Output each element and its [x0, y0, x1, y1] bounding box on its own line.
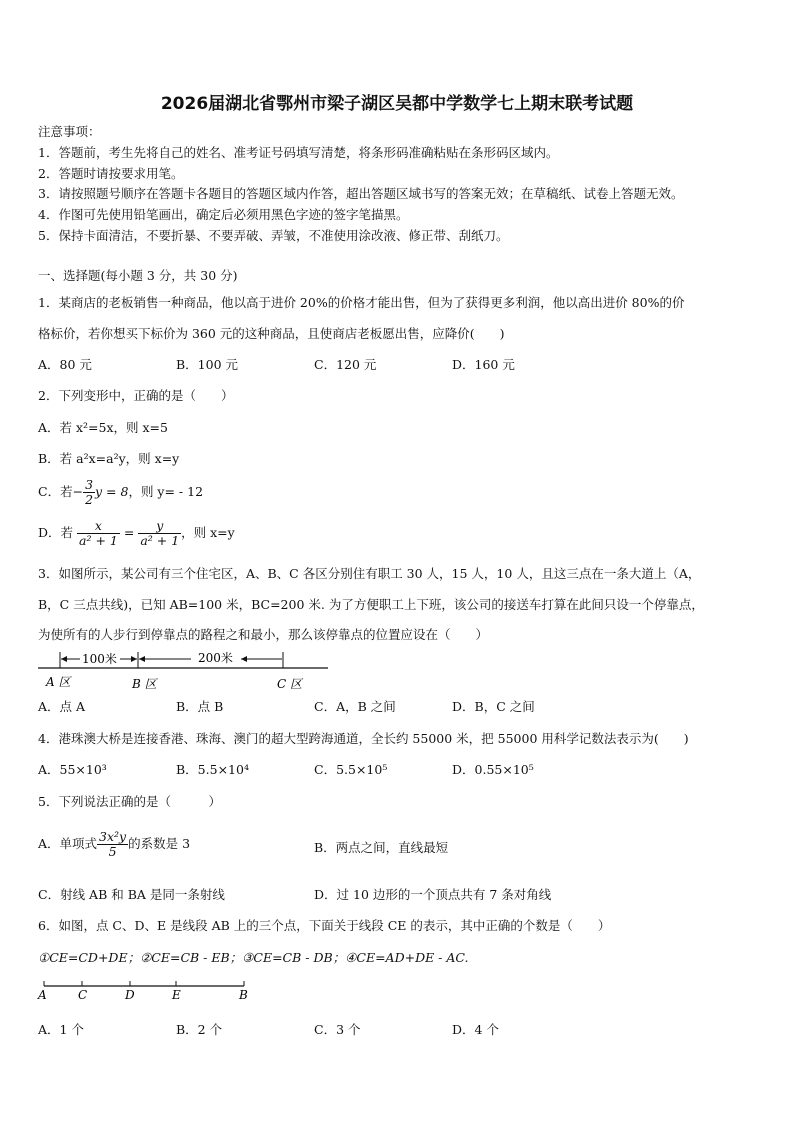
q1-option-c: C．120 元: [314, 357, 377, 372]
zone-b-label: B 区: [132, 677, 157, 691]
q2-c-suffix: ，则 y= - 12: [128, 484, 204, 499]
q1-stem-line2: 格标价，若你想买下标价为 360 元的这种商品，且使商店老板愿出售，应降价( ): [38, 326, 505, 341]
q5-a-numerator: 3x²y: [99, 829, 127, 844]
q5-option-d: D．过 10 边形的一个顶点共有 7 条对角线: [314, 887, 552, 902]
q4-option-d: D．0.55×10⁵: [452, 762, 534, 777]
q3-stem-line1: 3．如图所示，某公司有三个住宅区，A、B、C 各区分别住有职工 30 人，15 人，10 人，且这三点在一条大道上（A，: [38, 566, 701, 581]
q2-d-equals: =: [123, 525, 135, 540]
q3-stem-line3: 为使所有的人步行到停靠点的路程之和最小，那么该停靠点的位置应设在（ ）: [38, 627, 489, 642]
q1-stem-line1: 1．某商店的老板销售一种商品，他以高于进价 20%的价格才能出售，但为了获得更多利润，他以高出进价 80%的价: [38, 295, 685, 310]
notice-item: 2．答题时请按要求用笔。: [38, 166, 184, 181]
q4-option-c: C．5.5×10⁵: [314, 762, 388, 777]
q2-option-d: [38, 515, 235, 551]
q2-d-suffix: ，则 x=y: [181, 525, 235, 540]
q6-segment-diagram: [36, 978, 256, 1006]
q5-stem: 5．下列说法正确的是（ ）: [38, 794, 221, 809]
notice-item: 1．答题前，考生先将自己的姓名、准考证号码填写清楚，将条形码准确粘贴在条形码区域内。: [38, 145, 559, 160]
q2-d-prefix: D．若: [38, 525, 74, 540]
q2-option-a: A．若 x²=5x，则 x=5: [38, 420, 168, 435]
q4-option-a: A．55×10³: [38, 762, 107, 777]
q3-option-d: D．B，C 之间: [452, 699, 535, 714]
zone-a-label: A 区: [46, 675, 71, 689]
q6-option-c: C．3 个: [314, 1022, 361, 1037]
q2-option-b: B．若 a²x=a²y，则 x=y: [38, 451, 180, 466]
q2-c-fraction: [83, 478, 95, 507]
q4-stem: 4．港珠澳大桥是连接香港、珠海、澳门的超大型跨海通道，全长约 55000 米，把 55000 用科学记数法表示为( ): [38, 731, 689, 746]
q3-option-b: B．点 B: [176, 699, 224, 714]
q2-c-numerator: 3: [85, 477, 94, 492]
arrow-head: [131, 656, 137, 662]
q2-option-c: [38, 474, 203, 510]
q4-option-b: B．5.5×10⁴: [176, 762, 249, 777]
q3-stem-line2: B，C 三点共线)，已知 AB=100 米，BC=200 米. 为了方便职工上下班，该公司的接送车打算在此间只设一个停靠点，: [38, 597, 704, 612]
notice-item: 3．请按照题号顺序在答题卡各题目的答题区域内作答，超出答题区域书写的答案无效；在草稿纸、试卷上答题无效。: [38, 186, 684, 201]
q3-road-diagram: [36, 646, 336, 692]
q3-option-a: A．点 A: [38, 699, 86, 714]
zone-c-label: C 区: [277, 677, 302, 691]
distance-ab-label: 100米: [82, 652, 117, 666]
distance-bc-label: 200米: [198, 651, 233, 665]
point-c-label: C: [78, 988, 88, 1002]
notice-heading: 注意事项：: [38, 124, 101, 139]
page-title: 2026届湖北省鄂州市梁子湖区吴都中学数学七上期末联考试题: [160, 94, 634, 114]
point-e-label: E: [172, 988, 181, 1002]
q5-option-c: C．射线 AB 和 BA 是同一条射线: [38, 887, 225, 902]
arrow-head: [61, 656, 67, 662]
notice-item: 5．保持卡面清洁，不要折暴、不要弄破、弄皱，不准使用涂改液、修正带、刮纸刀。: [38, 228, 509, 243]
q2-c-denominator: 2: [85, 492, 94, 507]
q6-option-d: D．4 个: [452, 1022, 499, 1037]
q6-option-b: B．2 个: [176, 1022, 223, 1037]
q2-stem: 2．下列变形中，正确的是（ ）: [38, 388, 234, 403]
q6-expressions: ①CE=CD+DE；②CE=CB - EB；③CE=CB - DB；④CE=AD+DE - AC.: [38, 950, 469, 965]
q3-option-c: C．A，B 之间: [314, 699, 396, 714]
q2-d-numerator-right: y: [138, 519, 181, 534]
q2-d-denominator-right: a² + 1: [140, 533, 180, 548]
section-heading: 一、选择题(每小题 3 分，共 30 分): [38, 268, 238, 283]
q2-d-numerator-left: x: [77, 519, 120, 534]
arrow-head: [241, 656, 247, 662]
q6-stem: 6．如图，点 C、D、E 是线段 AB 上的三个点，下面关于线段 CE 的表示，其中正确的个数是（ ）: [38, 918, 611, 933]
q5-a-fraction: [97, 830, 128, 859]
q6-option-a: A．1 个: [38, 1022, 84, 1037]
q5-option-a: [38, 825, 190, 863]
q2-d-fraction-right: [138, 519, 181, 548]
q5-a-prefix: A．单项式: [38, 836, 98, 851]
q2-c-prefix: C．若: [38, 484, 73, 499]
notice-item: 4．作图可先使用铅笔画出，确定后必须用黑色字迹的签字笔描黑。: [38, 207, 409, 222]
q2-d-fraction-left: [77, 519, 120, 548]
point-a-label: A: [38, 988, 47, 1002]
q5-option-b: B．两点之间，直线最短: [314, 840, 449, 855]
q2-c-minus: −: [72, 484, 84, 499]
q1-option-b: B．100 元: [176, 357, 239, 372]
q1-option-a: A．80 元: [38, 357, 92, 372]
q5-a-suffix: 的系数是 3: [128, 836, 191, 851]
point-b-label: B: [239, 988, 248, 1002]
q2-c-equation: y = 8: [95, 484, 129, 499]
q2-d-denominator-left: a² + 1: [79, 533, 118, 548]
q1-option-d: D．160 元: [452, 357, 515, 372]
q5-a-denominator: 5: [108, 844, 117, 859]
arrow-head: [139, 656, 145, 662]
point-d-label: D: [125, 988, 135, 1002]
